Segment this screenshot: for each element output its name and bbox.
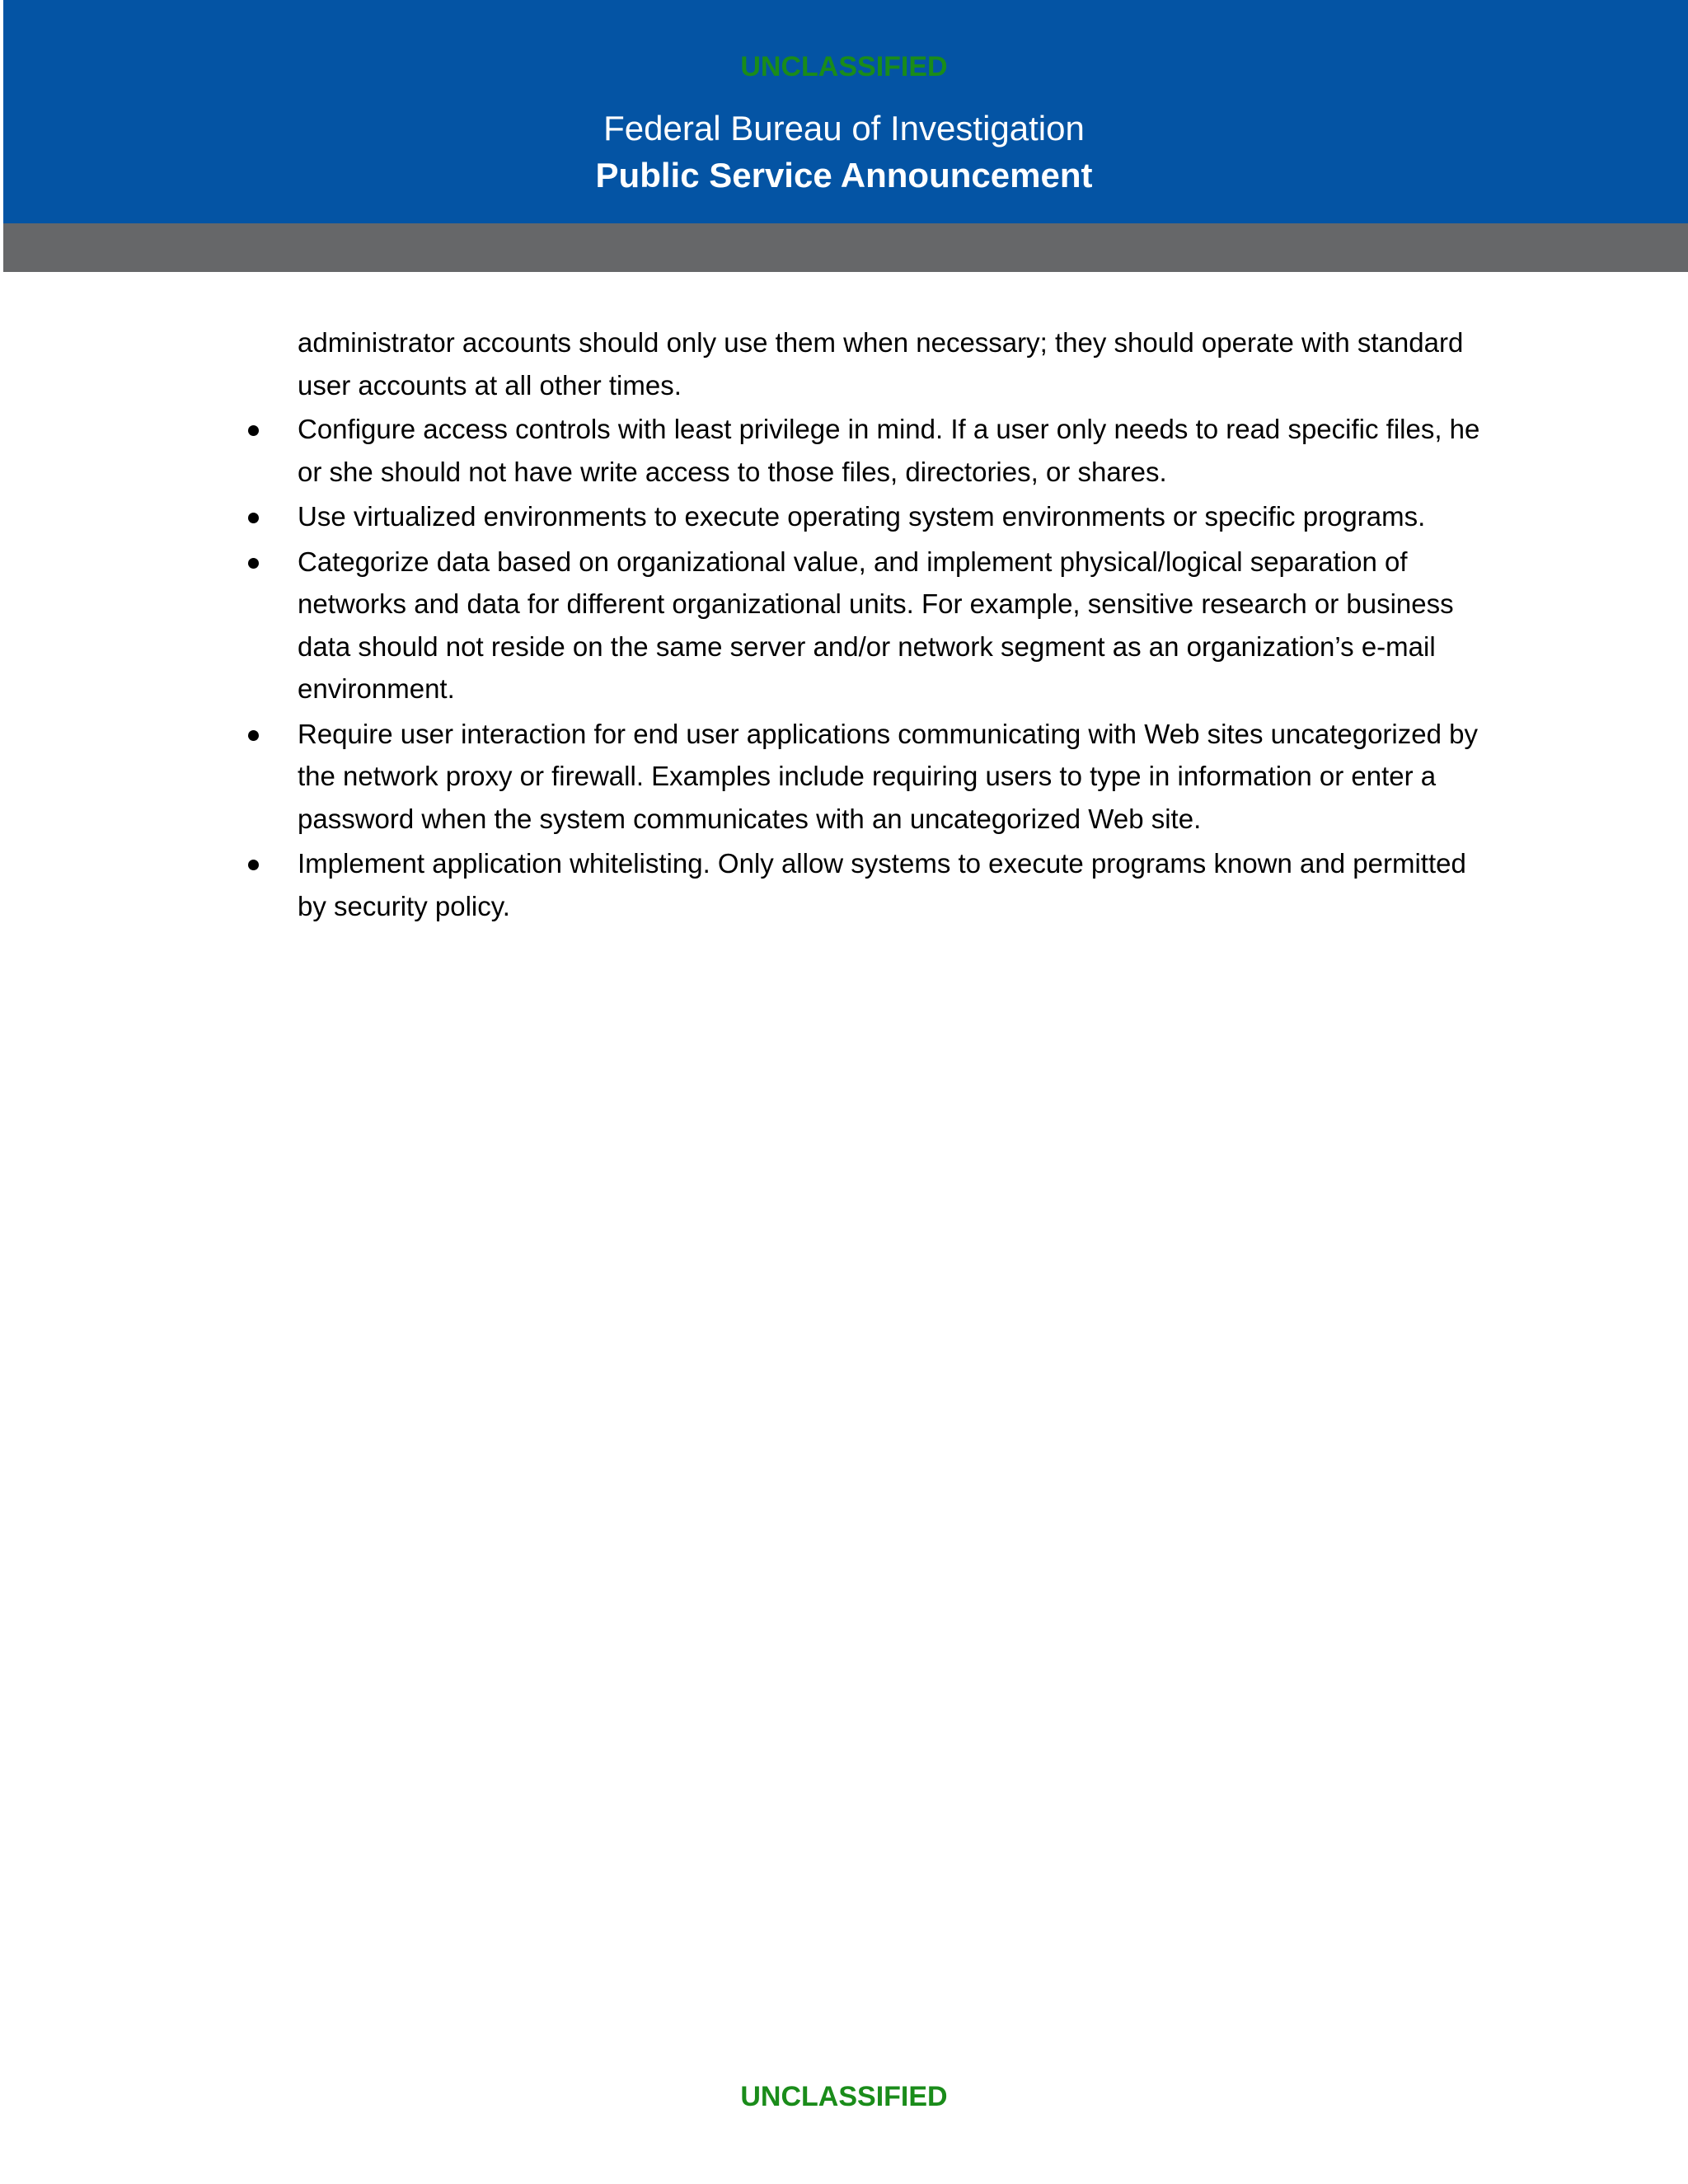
list-item-text: Require user interaction for end user applications communicating with Web sites uncategorized by the network proxy or firewall. Examples include requiring users to type in information or enter a password when the system communicates with an uncategorized Web site. [298, 718, 1478, 834]
list-item-text: Configure access controls with least privilege in mind. If a user only needs to read specific files, he or she should not have write access to those files, directories, or shares. [298, 414, 1480, 487]
recommendation-list [0, 408, 1688, 927]
list-item-text: Categorize data based on organizational value, and implement physical/logical separation of networks and data for different organizational units. For example, sensitive research or business data should not reside on the same server and/or network segment as an organization’s e-mail environment. [298, 546, 1454, 704]
list-item [298, 842, 1493, 927]
bullet-icon [248, 558, 259, 569]
bullet-icon [248, 513, 259, 523]
agency-name: Federal Bureau of Investigation [603, 109, 1085, 148]
list-item-text: Implement application whitelisting. Only allow systems to execute programs known and permitted by security policy. [298, 848, 1466, 921]
list-item-text: Use virtualized environments to execute operating system environments or specific programs. [298, 501, 1426, 532]
bullet-icon [248, 425, 259, 436]
document-body [0, 321, 1688, 930]
list-item [298, 408, 1493, 493]
list-item [298, 541, 1493, 710]
continuation-paragraph: administrator accounts should only use them when necessary; they should operate with standard user accounts at all other times. [298, 327, 1464, 401]
document-type: Public Service Announcement [595, 156, 1093, 194]
classification-marking-top: UNCLASSIFIED [740, 51, 948, 82]
bullet-icon [248, 730, 259, 741]
classification-marking-bottom: UNCLASSIFIED [740, 2081, 948, 2112]
list-item [298, 495, 1493, 538]
header-gray-band [3, 223, 1688, 272]
bullet-icon [248, 860, 259, 870]
list-item [298, 713, 1493, 841]
